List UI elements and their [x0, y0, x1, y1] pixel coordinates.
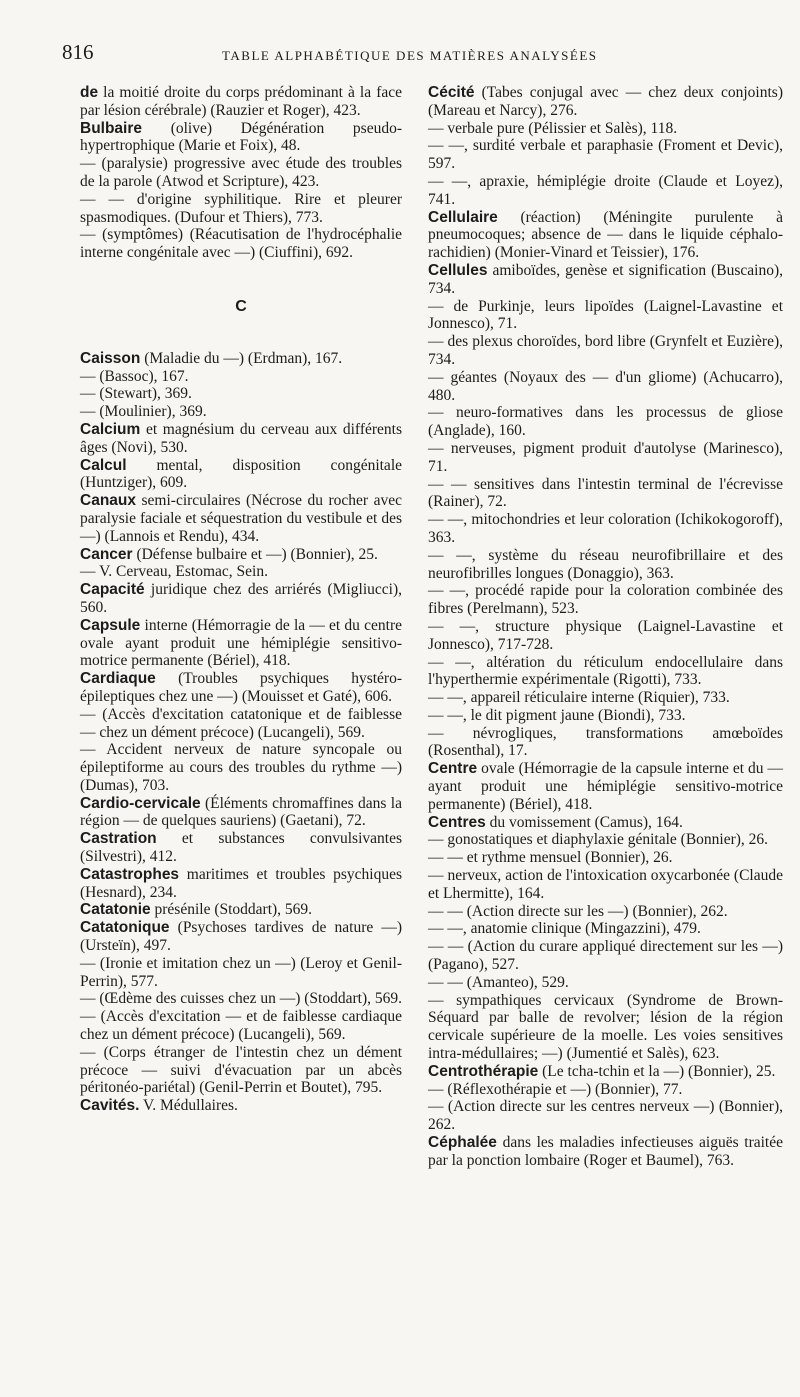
index-entry: — —, système du réseau neurofibrillaire et des neurofibrilles longues (Donaggio), 363. [428, 546, 783, 582]
index-entry: — — d'origine syphilitique. Rire et pleurer spasmodiques. (Dufour et Thiers), 773. [80, 190, 402, 226]
index-entry: Calcium et magnésium du cerveau aux différents âges (Novi), 530. [80, 420, 402, 456]
index-entry: Bulbaire (olive) Dégénération pseudo-hypertrophique (Marie et Foix), 48. [80, 119, 402, 155]
index-entry: Capsule interne (Hémorragie de la — et du centre ovale ayant produit une hémiplégie sensitivo-motrice permanente (Bériel), 418. [80, 616, 402, 670]
index-entry: — névrogliques, transformations amœboïdes (Rosenthal), 17. [428, 724, 783, 760]
index-entry: Centres du vomissement (Camus), 164. [428, 813, 683, 831]
index-entry: Catastrophes maritimes et troubles psychiques (Hesnard), 234. [80, 865, 402, 901]
index-entry: — — (Amanteo), 529. [428, 973, 569, 991]
index-entries-c [80, 350, 402, 1115]
index-entry: Capacité juridique chez des arriérés (Migliucci), 560. [80, 581, 402, 616]
index-entry: Cancer (Défense bulbaire et —) (Bonnier), 25. [80, 545, 378, 563]
index-entry: — (Ironie et imitation chez un —) (Leroy et Genil-Perrin), 577. [80, 954, 402, 990]
index-entry: Cardiaque (Troubles psychiques hystéro-épileptiques chez une —) (Mouisset et Gaté), 606. [80, 670, 402, 705]
index-entry: Cellulaire (réaction) (Méningite purulente à pneumocoques; absence de — dans le liquide céphalo-rachidien) (Monier-Vinard et Teissier), 176. [428, 208, 783, 262]
index-entry: — (Œdème des cuisses chez un —) (Stoddart), 569. [80, 990, 402, 1008]
index-entry: Caisson (Maladie du —) (Erdman), 167. [80, 349, 343, 367]
index-entry: Cellules amiboïdes, genèse et signification (Buscaino), 734. [428, 261, 783, 297]
index-entry: — (Moulinier), 369. [80, 403, 207, 421]
index-entry: Centrothérapie (Le tcha-tchin et la —) (Bonnier), 25. [428, 1062, 776, 1080]
index-entry: Calcul mental, disposition congénitale (Huntziger), 609. [80, 456, 402, 492]
index-entry: — nerveux, action de l'intoxication oxycarbonée (Claude et Lhermitte), 164. [428, 867, 783, 902]
index-entry: Catatonique (Psychoses tardives de nature —) (Ursteïn), 497. [80, 919, 402, 955]
index-entry: — — sensitives dans l'intestin terminal de l'écrevisse (Rainer), 72. [428, 475, 783, 511]
index-entry: Céphalée dans les maladies infectieuses aiguës traitée par la ponction lombaire (Roger et Baumel), 763. [428, 1134, 783, 1169]
index-entry: — —, mitochondries et leur coloration (Ichikokogoroff), 363. [428, 511, 783, 546]
index-entry: — (Corps étranger de l'intestin chez un dément précoce — suivi d'évacuation par un abcès péritonéo-pariétal) (Genil-Perrin et Boutet), 795. [80, 1043, 402, 1097]
index-entry: — —, structure physique (Laignel-Lavastine et Jonnesco), 717-728. [428, 617, 783, 653]
index-entry: — V. Cerveau, Estomac, Sein. [80, 563, 268, 581]
index-entry: — (Action directe sur les centres nerveux —) (Bonnier), 262. [428, 1098, 783, 1134]
running-title: TABLE ALPHABÉTIQUE DES MATIÈRES ANALYSÉES [222, 48, 598, 63]
index-entry: — —, anatomie clinique (Mingazzini), 479. [428, 920, 701, 938]
index-entry: — gonostatiques et diaphylaxie génitale (Bonnier), 26. [428, 831, 769, 849]
index-entries-b [80, 84, 402, 262]
section-letter: C [235, 297, 247, 315]
index-entry: — (paralysie) progressive avec étude des troubles de la parole (Atwod et Scripture), 423. [80, 155, 402, 190]
index-entry: — des plexus choroïdes, bord libre (Grynfelt et Euzière), 734. [428, 333, 783, 368]
index-entry: Cardio-cervicale (Éléments chromaffines dans la région — de quelques sauriens) (Gaetani), 72. [80, 794, 402, 830]
index-entry: — neuro-formatives dans les processus de gliose (Anglade), 160. [428, 404, 783, 440]
index-entry: — —, surdité verbale et paraphasie (Froment et Devic), 597. [428, 137, 783, 173]
index-entry: — sympathiques cervicaux (Syndrome de Brown-Séquard par balle de revolver; lésion de la région cervicale supérieure de la moelle. Les voies sensitives intra-médullaires; —) (Jumentié et Salès), 623. [428, 991, 783, 1063]
index-entry: de la moitié droite du corps prédominant à la face par lésion cérébrale) (Rauzier et Roger), 423. [80, 84, 402, 119]
index-entry: Cavités. V. Médullaires. [80, 1097, 238, 1115]
index-entry: — (Bassoc), 167. [80, 367, 189, 385]
right-column [428, 84, 783, 1170]
index-entry: — (Accès d'excitation catatonique et de faiblesse — chez un dément précoce) (Lucangeli), 569. [80, 705, 402, 741]
index-entry: Castration et substances convulsivantes (Silvestri), 412. [80, 830, 402, 866]
index-entry: — (Stewart), 369. [80, 385, 192, 403]
index-entry: — (symptômes) (Réacutisation de l'hydrocéphalie interne congénitale avec —) (Ciuffini), 692. [80, 226, 402, 262]
left-column [80, 84, 402, 1115]
index-entry: — de Purkinje, leurs lipoïdes (Laignel-Lavastine et Jonnesco), 71. [428, 297, 783, 333]
index-entry: — —, appareil réticulaire interne (Riquier), 733. [428, 689, 730, 707]
index-entry: Canaux semi-circulaires (Nécrose du rocher avec paralysie faciale et séquestration du vestibule et des —) (Lannois et Rendu), 434. [80, 492, 402, 545]
index-entry: — — (Action du curare appliqué directement sur les —) (Pagano), 527. [428, 938, 783, 974]
index-entry: — (Réflexothérapie et —) (Bonnier), 77. [428, 1080, 683, 1098]
page-header [62, 40, 752, 70]
index-entry: — (Accès d'excitation — et de faiblesse cardiaque chez un dément précoce) (Lucangeli), 569. [80, 1008, 402, 1044]
index-entry: — —, le dit pigment jaune (Biondi), 733. [428, 706, 686, 724]
index-entry: — —, procédé rapide pour la coloration combinée des fibres (Perelmann), 523. [428, 582, 783, 618]
index-entry: — Accident nerveux de nature syncopale ou épileptiforme au cours des troubles du rythme —) (Dumas), 703. [80, 741, 402, 794]
index-entry: — — (Action directe sur les —) (Bonnier), 262. [428, 902, 728, 920]
index-entry: — — et rythme mensuel (Bonnier), 26. [428, 849, 673, 867]
index-entry: — —, apraxie, hémiplégie droite (Claude et Loyez), 741. [428, 172, 783, 208]
index-entry: — nerveuses, pigment produit d'autolyse (Marinesco), 71. [428, 439, 783, 475]
index-entry: — géantes (Noyaux des — d'un gliome) (Achucarro), 480. [428, 368, 783, 404]
index-entry: Catatonie présénile (Stoddart), 569. [80, 901, 313, 919]
index-entry: — verbale pure (Pélissier et Salès), 118. [428, 119, 678, 137]
index-entry: Cécité (Tabes conjugal avec — chez deux conjoints) (Mareau et Narcy), 276. [428, 84, 783, 119]
index-entry: — —, altération du réticulum endocellulaire dans l'hyperthermie expérimentale (Rigotti), 733. [428, 653, 783, 689]
index-entry: Centre ovale (Hémorragie de la capsule interne et du — ayant produit une hémiplégie sensitivo-motrice permanente) (Bériel), 418. [428, 760, 783, 813]
page-number: 816 [62, 40, 94, 64]
